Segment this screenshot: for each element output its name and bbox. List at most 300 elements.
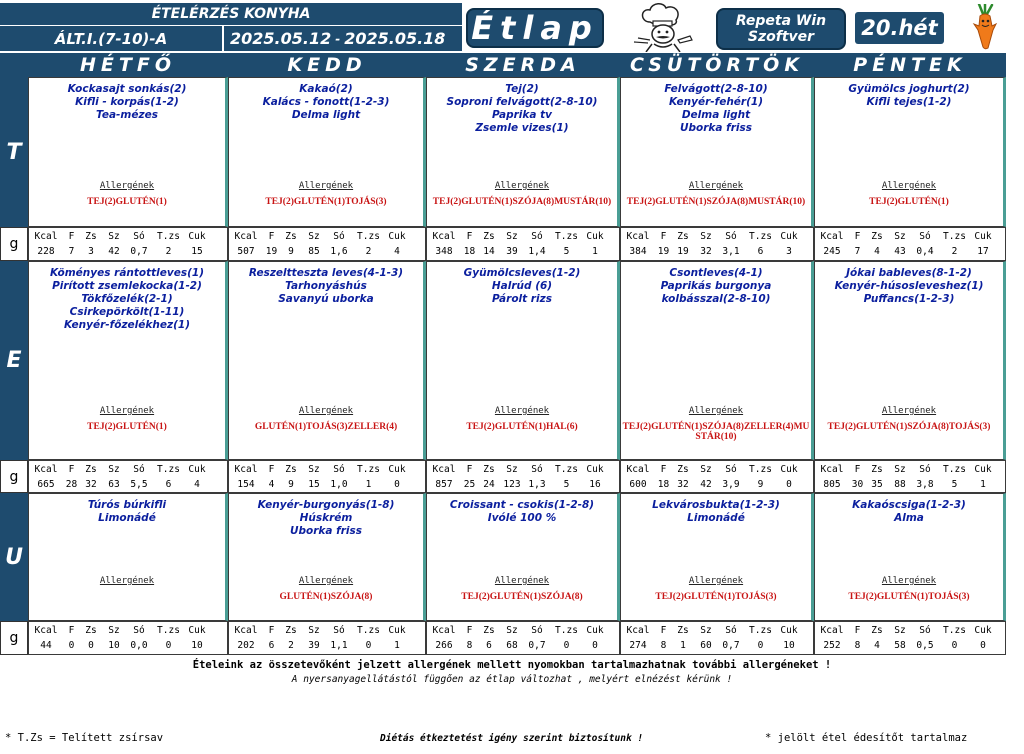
nutrition-value: 3: [88, 246, 94, 257]
nutrition-value: 25: [463, 479, 476, 490]
nutrition-header: Cuk: [388, 464, 406, 475]
nutrition-header: Sz: [894, 231, 906, 242]
dish-name: Tarhonyáshús: [285, 280, 367, 292]
nutrition-value: 10: [191, 640, 203, 651]
dish-name: Croissant - csokis(1-2-8): [449, 499, 595, 511]
nutrition-value: 600: [629, 479, 647, 490]
nutrition-header: F: [466, 625, 473, 636]
allergen-list: TEJ(2)GLUTÉN(1)TOJÁS(3): [265, 197, 387, 207]
dish-name: Kalács - fonott(1-2-3): [262, 96, 390, 108]
dish-name: Reszeltteszta leves(4-1-3): [248, 267, 404, 279]
nutrition-value: 10: [108, 640, 120, 651]
dish-name: Túrós búrkifli: [87, 499, 167, 511]
nutrition-value: 19: [265, 246, 278, 257]
nutrition-value: 6: [486, 640, 492, 651]
dish-list: [231, 83, 421, 122]
nutrition-header: T.zs: [157, 231, 180, 242]
menu-cell-breakfast-kedd: [228, 77, 426, 227]
dish-name: Uborka friss: [289, 525, 362, 537]
dish-list: [429, 499, 615, 525]
nutrition-header: Só: [919, 625, 931, 636]
nutrition-header: Kcal: [34, 625, 58, 636]
nutrition-header: Kcal: [234, 464, 258, 475]
dish-name: Tea-mézes: [96, 109, 158, 121]
allergen-heading-text: Allergének: [298, 576, 354, 586]
dish-name: Kakaóscsiga(1-2-3): [852, 499, 966, 511]
allergen-heading-text: Allergének: [494, 406, 550, 416]
nutrition-header-row: [427, 462, 619, 477]
nutrition-value: 17: [977, 246, 989, 257]
nutrition-header-row: [621, 229, 813, 244]
nutrition-header: Só: [133, 231, 145, 242]
nutrition-value: 44: [40, 640, 52, 651]
nutrition-value: 39: [506, 246, 518, 257]
dish-name: Soproni felvágott(2-8-10): [446, 96, 598, 108]
nutrition-header-row: [229, 462, 425, 477]
dish-name: Limonádé: [687, 512, 745, 524]
menu-cell-breakfast-pentek: [814, 77, 1006, 227]
allergen-list: TEJ(2)GLUTÉN(1)SZÓJA(8)ZELLER(4)MUSTÁR(10): [622, 422, 810, 442]
allergen-heading: [427, 181, 617, 191]
nutrition-value: 4: [194, 479, 200, 490]
dish-list: [623, 267, 809, 306]
nutrition-value: 63: [108, 479, 120, 490]
nutrition-value-row: [815, 638, 1005, 653]
dish-list: [817, 83, 1001, 109]
carrot-icon: [970, 4, 1000, 50]
nutrition-header: Zs: [677, 464, 689, 475]
nutrition-value: 42: [108, 246, 120, 257]
dish-name: Jókai bableves(8-1-2): [846, 267, 972, 279]
nutrition-value-row: [621, 638, 813, 653]
nutrition-header: Sz: [108, 464, 120, 475]
nutrition-header: Sz: [506, 231, 518, 242]
allergen-list: GLUTÉN(1)SZÓJA(8): [279, 592, 373, 602]
nutrition-header: F: [268, 231, 275, 242]
nutrition-value: 43: [894, 246, 906, 257]
nutrition-value: 857: [435, 479, 453, 490]
allergen-heading: [29, 406, 225, 416]
nutrition-value: 16: [589, 479, 601, 490]
dish-name: Gyümölcs joghurt(2): [848, 83, 970, 95]
day-header-pentek: PÉNTEK: [853, 54, 967, 76]
nutrition-value: 18: [657, 479, 670, 490]
nutrition-value-row: [815, 244, 1005, 259]
nutrition-value-row: [427, 477, 619, 492]
nutrition-header: Sz: [700, 625, 712, 636]
nutrition-header: F: [660, 464, 667, 475]
allergen-heading-text: Allergének: [298, 406, 354, 416]
day-header-spacer: [0, 53, 28, 77]
nutrition-header: Sz: [308, 464, 320, 475]
nutrition-header: Cuk: [188, 625, 206, 636]
nutrition-value: 0: [592, 640, 598, 651]
nutrition-value: 123: [503, 479, 521, 490]
nutrition-value: 0,4: [916, 246, 934, 257]
nutrition-header-row: [29, 462, 227, 477]
allergen-heading-text: Allergének: [881, 181, 937, 191]
allergen-heading: [815, 181, 1003, 191]
allergen-heading-text: Allergének: [881, 576, 937, 586]
date-from: 2025.05.12: [230, 29, 332, 48]
menu-cell-snack-hetfo: [28, 493, 228, 621]
nutrition-value: 1: [680, 640, 686, 651]
menu-cell-lunch-szerda: [426, 261, 620, 460]
allergen-heading-text: Allergének: [688, 576, 744, 586]
dish-list: [429, 267, 615, 306]
nutrition-value: 6: [757, 246, 764, 257]
nutrition-value-row: [29, 477, 227, 492]
dish-name: Csontleves(4-1): [669, 267, 763, 279]
gram-label: g: [0, 227, 28, 261]
nutrition-header: T.zs: [555, 231, 578, 242]
day-header-row: [0, 53, 1006, 77]
nutrition-value: 0,5: [916, 640, 934, 651]
nutrition-value-row: [621, 477, 813, 492]
allergen-heading-text: Allergének: [494, 576, 550, 586]
nutrition-value: 9: [288, 246, 294, 257]
menu-cell-snack-pentek: [814, 493, 1006, 621]
allergen-heading: [29, 181, 225, 191]
dish-list: [31, 267, 223, 332]
nutrition-header: Só: [919, 231, 931, 242]
day-header-kedd: KEDD: [287, 54, 367, 76]
nutrition-value: 0: [786, 479, 792, 490]
nutrition-header: T.zs: [357, 625, 380, 636]
allergen-list: TEJ(2)GLUTÉN(1): [87, 197, 167, 207]
nutrition-header: Zs: [677, 231, 689, 242]
menu-cell-breakfast-szerda: [426, 77, 620, 227]
dish-name: Köményes rántottleves(1): [49, 267, 205, 279]
nutrition-header: Cuk: [188, 231, 206, 242]
nutrition-header: Cuk: [974, 625, 992, 636]
nutrition-header: Cuk: [388, 231, 406, 242]
dish-name: Lekvárosbukta(1-2-3): [652, 499, 780, 511]
allergen-heading: [427, 576, 617, 586]
dish-list: [31, 83, 223, 122]
nutrition-header: Sz: [108, 625, 120, 636]
nutrition-header: Kcal: [820, 464, 844, 475]
allergen-heading-text: Allergének: [99, 181, 155, 191]
allergen-heading-text: Allergének: [99, 576, 155, 586]
nutrition-header-row: [29, 229, 227, 244]
menu-cell-breakfast-csutortok: [620, 77, 814, 227]
allergen-heading-text: Allergének: [881, 406, 937, 416]
nutrition-value: 3: [786, 246, 792, 257]
nutrition-value: 14: [483, 246, 495, 257]
allergen-heading-text: Allergének: [688, 181, 744, 191]
nutrition-header: Só: [333, 231, 345, 242]
meal-label-breakfast: T: [0, 77, 28, 227]
allergen-heading-text: Allergének: [494, 181, 550, 191]
dish-name: Halrúd (6): [491, 280, 553, 292]
nutrition-header: Só: [531, 464, 543, 475]
dish-name: Uborka friss: [679, 122, 752, 134]
date-to: 2025.05.18: [344, 29, 446, 48]
allergen-heading: [229, 181, 423, 191]
allergen-list: TEJ(2)GLUTÉN(1): [869, 197, 949, 207]
allergen-list: TEJ(2)GLUTÉN(1)TOJÁS(3): [655, 592, 777, 602]
nutrition-header-row: [815, 462, 1005, 477]
dish-name: Tej(2): [505, 83, 539, 95]
dish-name: Puffancs(1-2-3): [863, 293, 955, 305]
allergen-list: TEJ(2)GLUTÉN(1)SZÓJA(8)TOJÁS(3): [827, 422, 991, 432]
date-separator: -: [335, 31, 341, 46]
menu-cell-lunch-csutortok: [620, 261, 814, 460]
nutrition-header: Sz: [894, 625, 906, 636]
nutrition-value: 2: [951, 246, 958, 257]
nutrition-header-row: [621, 623, 813, 638]
nutrition-value: 9: [288, 479, 294, 490]
nutrition-value: 2: [165, 246, 172, 257]
nutrition-value: 0,7: [528, 640, 546, 651]
nutrition-header: Cuk: [586, 625, 604, 636]
nutrition-header: Zs: [85, 231, 97, 242]
nutrition-value: 4: [874, 640, 880, 651]
nutrition-value: 1: [394, 640, 400, 651]
allergen-notice: Ételeink az összetevőként jelzett allergének mellett nyomokban tartalmazhatnak további allergéneket !: [192, 659, 832, 671]
nutrition-header: Cuk: [780, 231, 798, 242]
nutrition-value: 5: [951, 479, 958, 490]
nutrition-value: 507: [237, 246, 255, 257]
allergen-list: TEJ(2)GLUTÉN(1)SZÓJA(8)MUSTÁR(10): [626, 197, 806, 207]
allergen-heading: [621, 181, 811, 191]
dish-list: [429, 83, 615, 135]
nutrition-value: 1: [980, 479, 986, 490]
nutrition-header: Zs: [285, 464, 297, 475]
allergen-heading: [621, 406, 811, 416]
gram-label: g: [0, 621, 28, 655]
dish-name: Pirított zsemlekocka(1-2): [52, 280, 202, 292]
nutrition-header: Sz: [700, 231, 712, 242]
nutrition-header: T.zs: [943, 625, 966, 636]
nutrition-header: F: [660, 625, 667, 636]
nutrition-header-row: [621, 462, 813, 477]
nutrition-header: Kcal: [820, 231, 844, 242]
nutrition-header-row: [427, 229, 619, 244]
dish-list: [623, 83, 809, 135]
allergen-heading: [29, 576, 225, 586]
nutrition-value: 39: [308, 640, 320, 651]
change-notice: A nyersanyagellátástól függően az étlap változhat , melyért elnézést kérünk !: [291, 674, 733, 685]
dish-list: [231, 267, 421, 306]
nutrition-header: Cuk: [586, 231, 604, 242]
footnote-sweetener: * jelölt étel édesítőt tartalmaz: [765, 732, 968, 744]
dish-list: [623, 499, 809, 525]
nutrition-value: 3,9: [722, 479, 740, 490]
dish-name: Savanyú uborka: [278, 293, 374, 305]
nutrition-value: 30: [851, 479, 864, 490]
nutrition-header: Só: [133, 464, 145, 475]
nutrition-value: 0: [394, 479, 400, 490]
nutrition-cell-lunch-pentek: [814, 460, 1006, 493]
nutrition-value-row: [815, 477, 1005, 492]
nutrition-header: F: [854, 231, 861, 242]
nutrition-value-row: [229, 244, 425, 259]
allergen-heading: [229, 406, 423, 416]
dish-name: Kenyér-fehér(1): [668, 96, 764, 108]
nutrition-value: 5: [563, 479, 570, 490]
dish-name: Gyümölcsleves(1-2): [463, 267, 581, 279]
dish-name: Delma light: [681, 109, 751, 121]
nutrition-header: Zs: [871, 625, 883, 636]
allergen-heading: [815, 576, 1003, 586]
nutrition-value: 0: [88, 640, 94, 651]
nutrition-header-row: [29, 623, 227, 638]
dish-name: Kenyér-burgonyás(1-8): [257, 499, 395, 511]
nutrition-cell-lunch-szerda: [426, 460, 620, 493]
nutrition-header: Só: [919, 464, 931, 475]
nutrition-header: Zs: [483, 464, 495, 475]
dish-name: Húskrém: [299, 512, 353, 524]
nutrition-value: 0: [165, 640, 172, 651]
nutrition-value: 665: [37, 479, 55, 490]
gram-label: g: [0, 460, 28, 493]
nutrition-header: Só: [531, 625, 543, 636]
allergen-list: TEJ(2)GLUTÉN(1): [87, 422, 167, 432]
nutrition-value: 0: [365, 640, 372, 651]
nutrition-header: Zs: [677, 625, 689, 636]
nutrition-header: T.zs: [749, 231, 772, 242]
nutrition-value: 18: [463, 246, 476, 257]
nutrition-header: Cuk: [780, 625, 798, 636]
nutrition-value-row: [621, 244, 813, 259]
page-title: Étlap: [466, 8, 604, 48]
nutrition-cell-snack-szerda: [426, 621, 620, 655]
date-range: [224, 26, 462, 51]
nutrition-value: 202: [237, 640, 255, 651]
nutrition-header: F: [268, 464, 275, 475]
meal-label-lunch: E: [0, 261, 28, 460]
dish-name: Kenyér-húsosleveshez(1): [834, 280, 984, 292]
nutrition-value-row: [29, 244, 227, 259]
nutrition-value: 2: [365, 246, 372, 257]
dish-list: [31, 499, 223, 525]
nutrition-value: 6: [165, 479, 172, 490]
allergen-heading: [621, 576, 811, 586]
nutrition-header: Zs: [871, 464, 883, 475]
nutrition-value: 58: [894, 640, 906, 651]
nutrition-header: Sz: [700, 464, 712, 475]
nutrition-header: Cuk: [974, 464, 992, 475]
dish-name: Kifli tejes(1-2): [866, 96, 952, 108]
nutrition-cell-snack-csutortok: [620, 621, 814, 655]
nutrition-header: Cuk: [188, 464, 206, 475]
nutrition-header-row: [815, 623, 1005, 638]
nutrition-header: Kcal: [34, 464, 58, 475]
nutrition-header: Kcal: [626, 464, 650, 475]
nutrition-header: Só: [333, 464, 345, 475]
day-header-szerda: SZERDA: [465, 54, 581, 76]
dish-list: [817, 267, 1001, 306]
nutrition-value: 4: [874, 246, 880, 257]
nutrition-value: 228: [37, 246, 55, 257]
nutrition-value: 154: [237, 479, 255, 490]
nutrition-cell-breakfast-kedd: [228, 227, 426, 261]
nutrition-header: F: [268, 625, 275, 636]
nutrition-header: F: [466, 231, 473, 242]
nutrition-value: 1,1: [330, 640, 348, 651]
nutrition-header: F: [854, 625, 861, 636]
nutrition-value: 3,8: [916, 479, 934, 490]
nutrition-header: F: [68, 231, 75, 242]
nutrition-header: F: [854, 464, 861, 475]
allergen-list: TEJ(2)GLUTÉN(1)SZÓJA(8): [461, 592, 583, 602]
allergen-heading: [427, 406, 617, 416]
menu-cell-snack-kedd: [228, 493, 426, 621]
dish-name: Kenyér-főzelékhez(1): [64, 319, 190, 331]
nutrition-value: 15: [191, 246, 203, 257]
nutrition-value: 10: [783, 640, 795, 651]
nutrition-header: F: [660, 231, 667, 242]
nutrition-header: Só: [531, 231, 543, 242]
nutrition-value: 15: [308, 479, 320, 490]
nutrition-value: 7: [854, 246, 861, 257]
dish-name: Paprika tv: [492, 109, 552, 121]
nutrition-cell-snack-kedd: [228, 621, 426, 655]
nutrition-cell-breakfast-pentek: [814, 227, 1006, 261]
nutrition-header: T.zs: [555, 625, 578, 636]
nutrition-cell-lunch-hetfo: [28, 460, 228, 493]
nutrition-value: 0,7: [130, 246, 148, 257]
nutrition-value: 42: [700, 479, 712, 490]
nutrition-header: F: [466, 464, 473, 475]
nutrition-header: Kcal: [432, 231, 456, 242]
nutrition-value: 8: [660, 640, 667, 651]
menu-cell-lunch-hetfo: [28, 261, 228, 460]
nutrition-value-row: [29, 638, 227, 653]
dish-name: Felvágott(2-8-10): [664, 83, 768, 95]
dish-name: Párolt rizs: [492, 293, 552, 305]
nutrition-value: 9: [757, 479, 764, 490]
nutrition-header: Kcal: [34, 231, 58, 242]
nutrition-value: 1: [592, 246, 598, 257]
nutrition-cell-breakfast-csutortok: [620, 227, 814, 261]
footnote-saturated-fat: * T.Zs = Telített zsírsav: [5, 732, 164, 744]
nutrition-header: T.zs: [555, 464, 578, 475]
nutrition-value: 4: [394, 246, 400, 257]
nutrition-value: 19: [677, 246, 689, 257]
dish-list: [817, 499, 1001, 525]
nutrition-value: 28: [65, 479, 78, 490]
nutrition-value: 1,6: [330, 246, 348, 257]
nutrition-header: T.zs: [357, 231, 380, 242]
nutrition-value: 245: [823, 246, 841, 257]
nutrition-value: 35: [871, 479, 883, 490]
nutrition-header: T.zs: [157, 625, 180, 636]
nutrition-header: Kcal: [626, 625, 650, 636]
nutrition-header: Zs: [85, 625, 97, 636]
nutrition-header: Cuk: [388, 625, 406, 636]
nutrition-value: 2: [288, 640, 294, 651]
nutrition-header: Só: [725, 625, 737, 636]
dish-name: Limonádé: [98, 512, 156, 524]
nutrition-header-row: [229, 623, 425, 638]
dish-name: Paprikás burgonya: [660, 280, 772, 292]
nutrition-value: 0,7: [722, 640, 740, 651]
nutrition-value: 1,4: [528, 246, 546, 257]
nutrition-header: Kcal: [820, 625, 844, 636]
dish-name: Tökfőzelék(2-1): [81, 293, 173, 305]
nutrition-header: Kcal: [432, 625, 456, 636]
allergen-heading-text: Allergének: [99, 406, 155, 416]
nutrition-header: T.zs: [749, 464, 772, 475]
nutrition-value: 7: [68, 246, 75, 257]
nutrition-header-row: [229, 229, 425, 244]
nutrition-header: Zs: [285, 231, 297, 242]
menu-cell-snack-csutortok: [620, 493, 814, 621]
nutrition-header: T.zs: [943, 464, 966, 475]
